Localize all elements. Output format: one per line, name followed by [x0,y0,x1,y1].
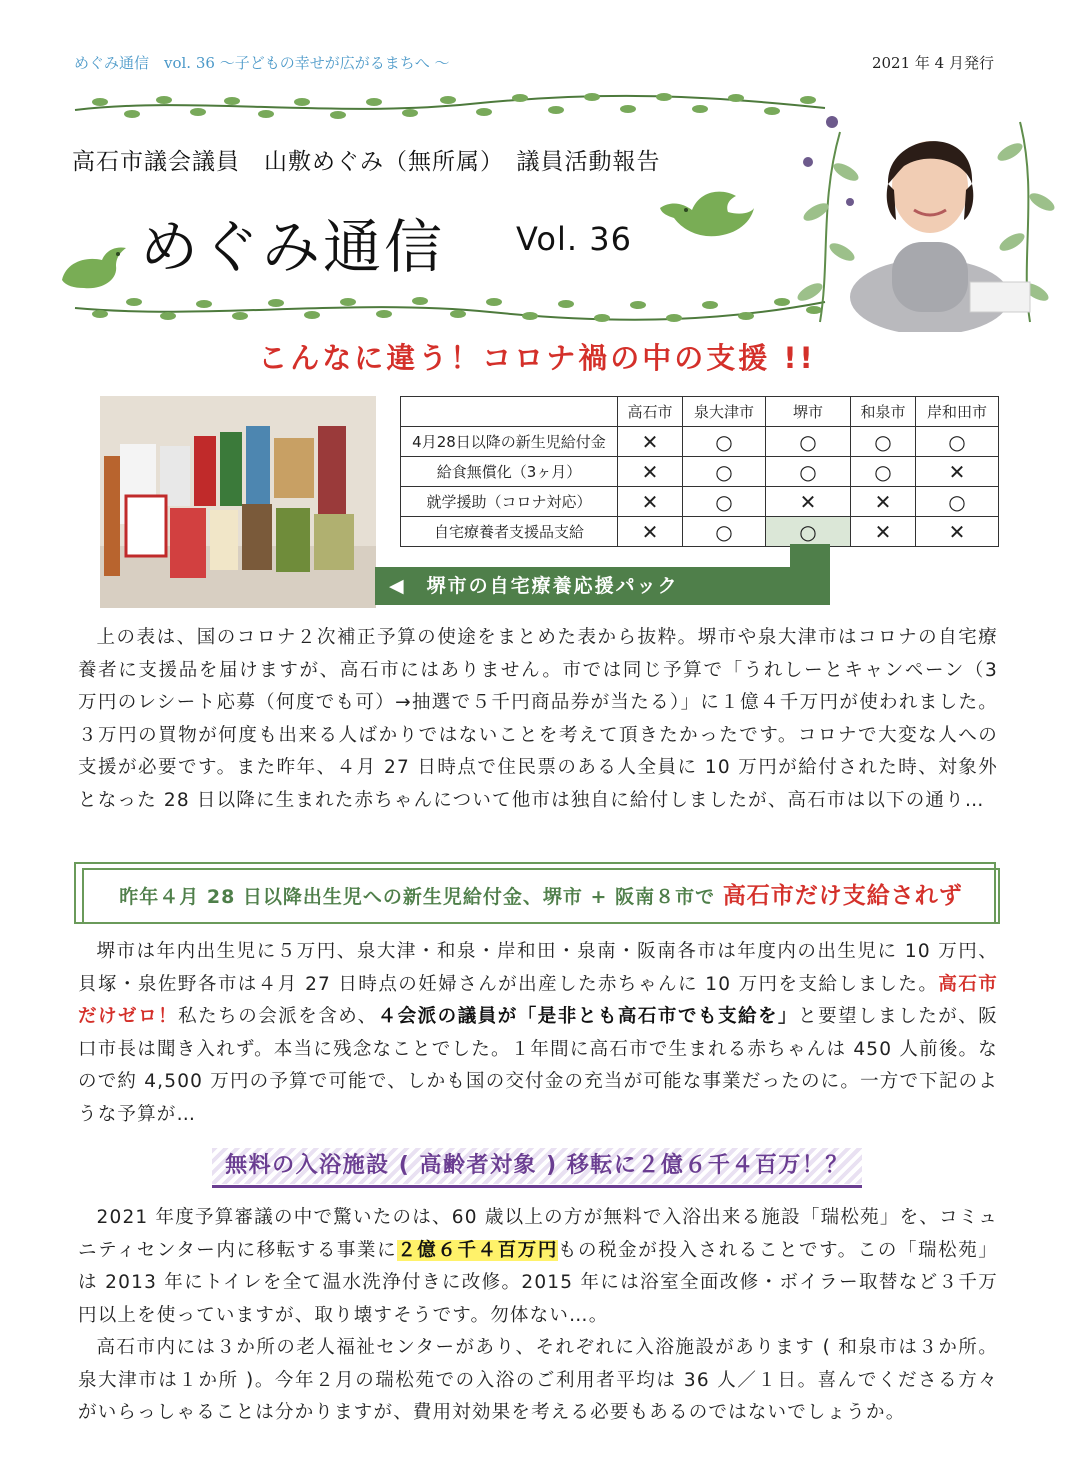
table-cell: ✕ [618,487,683,517]
table-cell: ○ [766,427,851,457]
column-header: 和泉市 [851,397,916,427]
table-row [401,487,999,517]
relief-pack-caption [375,567,830,605]
table-cell: ✕ [851,487,916,517]
table-cell: ○ [683,427,766,457]
table-corner-cell [401,397,618,427]
callout-emphasis: 高石市だけ支給されず [722,883,963,909]
row-item: 給食無償化（3ヶ月） [401,457,618,487]
paragraph-newborn [78,936,998,1131]
table-cell: ✕ [618,517,683,547]
table-cell: ○ [766,457,851,487]
paragraph-text: 2021 年度予算審議の中で驚いたのは、60 歳以上の方が無料で入浴出来る施設「瑞松苑」を、コミュニティセンター内に移転する事業に [78,1207,998,1261]
relief-pack-caption-text: ◀ 堺市の自宅療養応援パック [389,575,679,597]
vine-bottom-decoration [70,290,830,330]
paragraph-text: 私たちの会派を含め、 [178,1006,378,1027]
emphasis-red: 高石市だけゼロ！ [78,973,998,1027]
table-cell: ○ [683,517,766,547]
table-row [401,457,999,487]
table-cell: ○ [683,457,766,487]
table-cell: ○ [851,427,916,457]
newsletter-title: めぐみ通信 [140,213,446,281]
callout-text: 昨年４月 28 日以降出生児への新生児給付金、堺市 + 阪南８市で [119,886,716,908]
bird-right-icon [656,186,756,248]
paragraph-intro [78,622,998,817]
emphasis-bold: ４会派の議員が「是非とも高石市でも支給を」 [377,1006,799,1027]
table-cell: ✕ [618,457,683,487]
volume-number: Vol. 36 [516,220,632,258]
subtitle: 高石市議会議員 山敷めぐみ（無所属） 議員活動報告 [72,149,661,175]
column-header: 泉大津市 [683,397,766,427]
column-header: 岸和田市 [916,397,999,427]
vine-top-decoration [70,88,830,128]
section-heading-underline [212,1185,862,1188]
tagline: めぐみ通信 vol. 36 〜子どもの幸せが広がるまちへ 〜 [74,54,450,72]
table-cell: ○ [683,487,766,517]
column-header: 高石市 [618,397,683,427]
paragraph-text: と要望しましたが、阪口市長は聞き入れず。本当に残念なことでした。１年間に高石市で生まれる赤ちゃんは 450 人前後。なので約 4,500 万円の予算で可能で、しかも国の交付金の充当が可能な事業だったのに。一方で下記のような予算が… [78,1006,998,1125]
section-heading-bath: 無料の入浴施設 ( 高齢者対象 ) 移転に２億６千４百万！？ [212,1148,862,1184]
paragraph-text: 上の表は、国のコロナ２次補正予算の使途をまとめた表から抜粋。堺市や泉大津市はコロナの自宅療養者に支援品を届けますが、高石市にはありません。市では同じ予算で「うれしーとキャンペーン（3 万円のレシート応募（何度でも可）→抽選で５千円商品券が当たる）」に１億４千万円が使われました。３万円の買物が何度も出来る人ばかりではないことを考えて頂きたかったです。コロナで大変な人への支援が必要です。また昨年、４月 27 日時点で住民票のある人全員に 10 万円が給付された時、対象外となった 28 日以降に生まれた赤ちゃんについて他市は独自に給付しましたが、高石市は以下の通り… [78,627,998,811]
relief-pack-photo [100,396,376,608]
paragraph-text: もの税金が投入されることです。この「瑞松苑」は 2013 年にトイレを全て温水洗浄付きに改修。2015 年には浴室全面改修・ボイラー取替など３千万円以上を使っていますが、取り壊すそうです。勿体ない…。 [78,1239,998,1326]
portrait-photo [780,92,1064,332]
table-cell: ✕ [916,517,999,547]
support-comparison-table [400,396,999,547]
table-cell: ○ [851,457,916,487]
paragraph-text: 高石市内には３か所の老人福祉センターがあり、それぞれに入浴施設があります ( 和泉市は３か所。泉大津市は１か所 )。今年２月の瑞松苑での入浴のご利用者平均は 36 人／１日。喜んでくださる方々がいらっしゃることは分かりますが、費用対効果を考える必要もあるのではないでしょうか。 [78,1337,998,1423]
paragraph-text: 堺市は年内出生児に５万円、泉大津・和泉・岸和田・泉南・阪南各市は年度内の出生児に 10 万円、貝塚・泉佐野各市は４月 27 日時点の妊婦さんが出産した赤ちゃんに 10 万円を支給しました。 [78,941,998,995]
row-item: 就学援助（コロナ対応） [401,487,618,517]
table-cell: ✕ [766,487,851,517]
callout-connector [790,544,830,568]
table-cell-highlighted: ○ [766,517,851,547]
table-cell: ○ [916,487,999,517]
table-header-row [401,397,999,427]
callout-box [82,868,1000,924]
bird-left-icon [56,240,134,296]
table-cell: ○ [916,427,999,457]
table-cell: ✕ [916,457,999,487]
column-header: 堺市 [766,397,851,427]
row-item: 4月28日以降の新生児給付金 [401,427,618,457]
table-row [401,427,999,457]
table-row [401,517,999,547]
issue-date: 2021 年 4 月発行 [871,54,994,72]
paragraph-bath-facility [78,1202,998,1430]
headline: こんなに違う！コロナ禍の中の支援 !! [258,341,816,375]
highlight-amount: ２億６千４百万円 [397,1239,558,1261]
table-cell: ✕ [618,427,683,457]
row-item: 自宅療養者支援品支給 [401,517,618,547]
table-cell: ✕ [851,517,916,547]
